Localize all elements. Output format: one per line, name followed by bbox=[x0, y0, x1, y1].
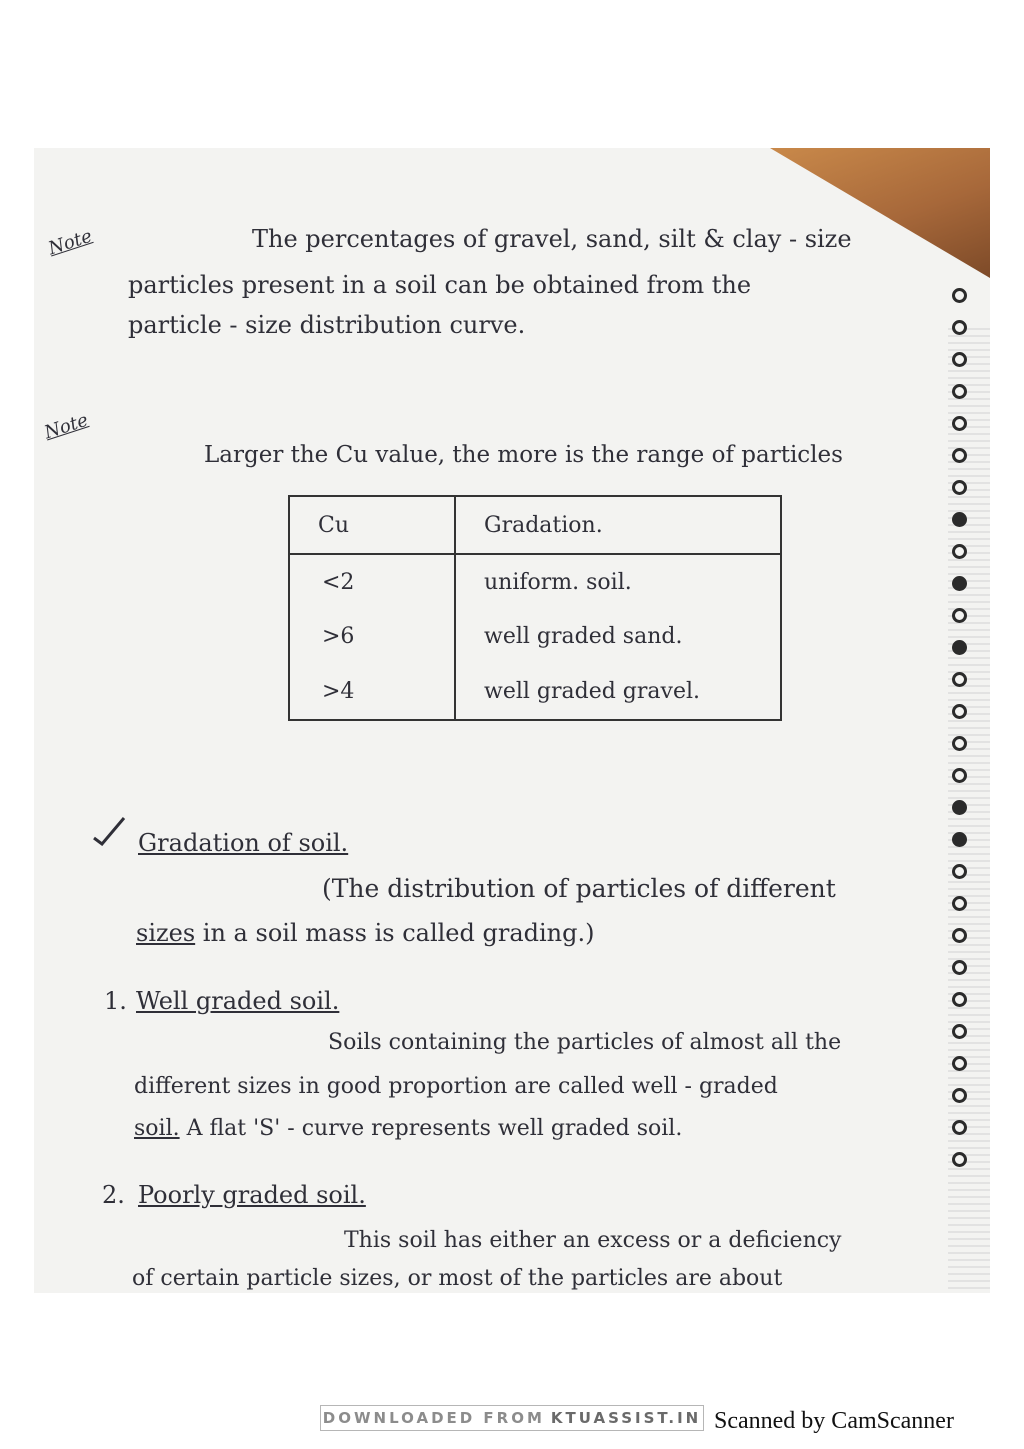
ring bbox=[952, 768, 967, 783]
ring bbox=[952, 864, 967, 879]
ring bbox=[952, 1152, 967, 1167]
note1-line3: particle - size distribution curve. bbox=[128, 311, 526, 339]
ring bbox=[952, 960, 967, 975]
ring bbox=[952, 800, 967, 815]
ring bbox=[952, 672, 967, 687]
table-cell-cu: >6 bbox=[289, 610, 455, 665]
ring bbox=[952, 1024, 967, 1039]
ring bbox=[952, 832, 967, 847]
ring bbox=[952, 928, 967, 943]
ring bbox=[952, 416, 967, 431]
item1-number: 1. bbox=[104, 987, 127, 1015]
ring bbox=[952, 352, 967, 367]
table-row bbox=[289, 554, 781, 610]
table-cell-gradation: uniform. soil. bbox=[455, 554, 781, 610]
item1-text: A flat 'S' - curve represents well graded soil. bbox=[186, 1116, 683, 1141]
ring bbox=[952, 640, 967, 655]
ring bbox=[952, 384, 967, 399]
ring bbox=[952, 896, 967, 911]
ring bbox=[952, 512, 967, 527]
watermark-prefix: DOWNLOADED FROM bbox=[322, 1409, 545, 1427]
ring bbox=[952, 1120, 967, 1135]
ring bbox=[952, 736, 967, 751]
ring bbox=[952, 1056, 967, 1071]
item1-term-soil: soil. bbox=[134, 1116, 180, 1141]
ring bbox=[952, 320, 967, 335]
table-header-row bbox=[289, 496, 781, 554]
item2-title: Poorly graded soil. bbox=[138, 1181, 366, 1209]
table-surface bbox=[770, 148, 990, 278]
download-watermark bbox=[320, 1405, 704, 1431]
ring bbox=[952, 480, 967, 495]
ring bbox=[952, 288, 967, 303]
definition-term-sizes: sizes bbox=[136, 919, 196, 947]
item2-line2: of certain particle sizes, or most of the particles are about bbox=[132, 1266, 783, 1291]
table-cell-gradation: well graded gravel. bbox=[455, 664, 781, 720]
table-cell-cu: >4 bbox=[289, 664, 455, 720]
table-cell-gradation: well graded sand. bbox=[455, 610, 781, 665]
binding-rings bbox=[944, 288, 974, 1167]
gradation-table bbox=[288, 495, 782, 721]
table-header-cu: Cu bbox=[289, 496, 455, 554]
ring bbox=[952, 992, 967, 1007]
item1-title: Well graded soil. bbox=[136, 987, 340, 1015]
item1-line2: different sizes in good proportion are called well - graded bbox=[134, 1074, 778, 1099]
definition-text: in a soil mass is called bbox=[202, 919, 475, 947]
note-tag: Note bbox=[45, 225, 95, 260]
item1-line1: Soils containing the particles of almost all the bbox=[328, 1030, 842, 1055]
ring bbox=[952, 448, 967, 463]
watermark-brand: KTUASSIST.IN bbox=[550, 1409, 702, 1427]
ring bbox=[952, 608, 967, 623]
note1-line2: particles present in a soil can be obtained from the bbox=[128, 271, 752, 299]
note-tag: Note bbox=[41, 409, 91, 444]
definition-line1: (The distribution of particles of different bbox=[322, 874, 836, 903]
table-header-gradation: Gradation. bbox=[455, 496, 781, 554]
definition-line2 bbox=[136, 914, 595, 952]
note1-line1: The percentages of gravel, sand, silt & clay - size bbox=[252, 225, 852, 253]
table-cell-cu: <2 bbox=[289, 554, 455, 610]
item2-number: 2. bbox=[102, 1181, 125, 1209]
section-heading: Gradation of soil. bbox=[138, 829, 349, 857]
table-row bbox=[289, 610, 781, 665]
scanner-credit: Scanned by CamScanner bbox=[714, 1408, 954, 1434]
notebook-page bbox=[34, 148, 990, 1293]
item1-line3 bbox=[134, 1110, 682, 1148]
item2-line1: This soil has either an excess or a deficiency bbox=[344, 1228, 842, 1253]
ring bbox=[952, 544, 967, 559]
ring bbox=[952, 1088, 967, 1103]
table-row bbox=[289, 664, 781, 720]
definition-term-grading: grading.) bbox=[482, 919, 595, 947]
check-mark-icon bbox=[92, 816, 126, 846]
ring bbox=[952, 704, 967, 719]
ring bbox=[952, 576, 967, 591]
note2-line1: Larger the Cu value, the more is the range of particles bbox=[204, 442, 843, 468]
